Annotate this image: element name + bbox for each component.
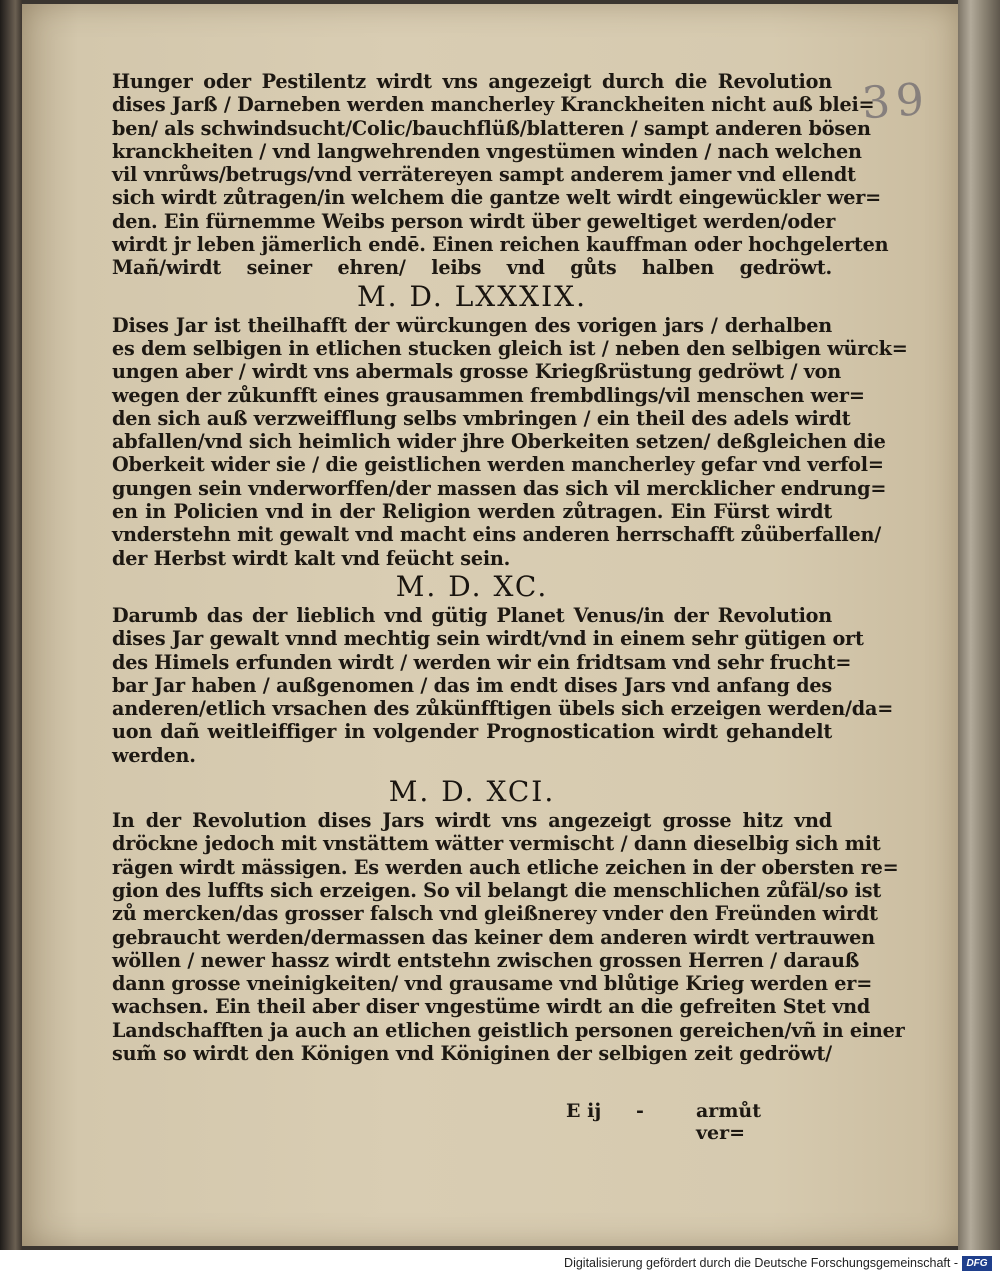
catchword: armůt ver= (696, 1100, 762, 1144)
text-line: Mañ/wirdt seiner ehren/ leibs vnd gůts halben gedröwt. (112, 256, 832, 280)
text-line: Landschafften ja auch an etlichen geistlich personen gereichen/vñ in einer (112, 1018, 905, 1042)
folio-number: 39 (860, 73, 932, 130)
book-binding (0, 0, 22, 1250)
text-line: sich wirdt zůtragen/in welchem die gantze welt wirdt eingewückler wer= (112, 186, 882, 210)
text-line: anderen/etlich vrsachen des zůkünfftigen übels sich erzeigen werden/da= (112, 697, 894, 721)
text-line: bar Jar haben / außgenomen / das im endt dises Jars vnd anfang des (112, 673, 832, 697)
page-foot (112, 1100, 812, 1144)
text-line: abfallen/vnd sich heimlich wider jhre Oberkeiten setzen/ deßgleichen die (112, 430, 886, 454)
text-line: gebraucht werden/dermassen das keiner dem anderen wirdt vertrauwen (112, 925, 875, 949)
text-line: dises Jar gewalt vnnd mechtig sein wirdt/vnd in einem sehr gütigen ort (112, 627, 864, 651)
year-heading: M. D. XCI. (388, 775, 556, 809)
text-line: kranckheiten / vnd langwehrenden vngestümen winden / nach welchen (112, 139, 862, 163)
page-edge (958, 0, 1000, 1250)
section-intro (112, 70, 889, 280)
text-line: den sich auß verzweifflung selbs vmbringen / ein theil des adels wirdt (112, 406, 851, 430)
text-line: In der Revolution dises Jars wirdt vns angezeigt grosse hitz vnd (112, 809, 832, 833)
section-1591 (112, 775, 905, 1065)
signature-mark: E ij (566, 1100, 602, 1122)
text-line: wirdt jr leben jämerlich endē. Einen reichen kauffman oder hochgelerten (112, 233, 889, 257)
dfg-logo[interactable]: DFG (962, 1256, 992, 1271)
year-heading: M. D. XC. (395, 569, 549, 603)
text-line: sum̃ so wirdt den Königen vnd Königinen der selbigen zeit gedröwt/ (112, 1041, 832, 1065)
text-line: wegen der zůkunfft eines grausammen frembdlings/vil menschen wer= (112, 383, 865, 407)
text-line: dann grosse vneinigkeiten/ vnd grausame vnd blůtige Krieg werden er= (112, 972, 873, 996)
text-line: vnderstehn mit gewalt vnd macht eins anderen herrschafft zůüberfallen/ (112, 523, 882, 547)
text-line: zů mercken/das grosser falsch vnd gleißnerey vnder den Freünden wirdt (112, 902, 878, 926)
text-line: vil vnrůws/betrugs/vnd verrätereyen sampt anderem jamer vnd ellendt (112, 163, 856, 187)
text-line: gungen sein vnderworffen/der massen das sich vil mercklicher endrung= (112, 476, 887, 500)
text-line: gion des luffts sich erzeigen. So vil belangt die menschlichen zůfäl/so ist (112, 878, 881, 902)
text-line: en in Policien vnd in der Religion werden zůtragen. Ein Fürst wirdt (112, 500, 832, 524)
text-line: der Herbst wirdt kalt vnd feücht sein. (112, 546, 511, 570)
text-line: rägen wirdt mässigen. Es werden auch etliche zeichen in der obersten re= (112, 855, 899, 879)
text-line: dröckne jedoch mit vnstättem wätter vermischt / dann dieselbig sich mit (112, 832, 881, 856)
text-line: des Himels erfunden wirdt / werden wir ein fridtsam vnd sehr frucht= (112, 650, 852, 674)
text-line: ungen aber / wirdt vns abermals grosse Kriegßrüstung gedröwt / von (112, 360, 842, 384)
section-1590 (112, 569, 894, 767)
funding-notice: Digitalisierung gefördert durch die Deutsche Forschungsgemeinschaft - (564, 1256, 958, 1270)
text-line: uon dañ weitleiffiger in volgender Prognostication wirdt gehandelt (112, 720, 832, 744)
divider: - (636, 1100, 644, 1122)
text-line: ben/ als schwindsucht/Colic/bauchflüß/blatteren / sampt anderen bösen (112, 116, 871, 140)
text-line: Hunger oder Pestilentz wirdt vns angezeigt durch die Revolution (112, 70, 832, 93)
book-page (22, 4, 958, 1246)
text-line: Dises Jar ist theilhafft der würckungen des vorigen jars / derhalben (112, 313, 832, 337)
section-1589 (112, 279, 908, 570)
text-line: wöllen / newer hassz wirdt entstehn zwischen grossen Herren / darauß (112, 948, 860, 972)
year-heading: M. D. LXXXIX. (356, 279, 587, 313)
text-line: dises Jarß / Darneben werden mancherley Kranckheiten nicht auß blei= (112, 93, 875, 117)
text-line: Darumb das der lieblich vnd gütig Planet Venus/in der Revolution (112, 603, 832, 627)
text-line: es dem selbigen in etlichen stucken gleich ist / neben den selbigen würck= (112, 336, 908, 360)
text-line: Oberkeit wider sie / die geistlichen werden mancherley gefar vnd verfol= (112, 453, 884, 477)
text-line: werden. (112, 743, 196, 767)
text-line: den. Ein fürnemme Weibs person wirdt über geweltiget werden/oder (112, 209, 836, 233)
text-line: wachsen. Ein theil aber diser vngestüme wirdt an die gefreiten Stet vnd (112, 995, 871, 1019)
footer-bar (0, 1250, 1000, 1277)
